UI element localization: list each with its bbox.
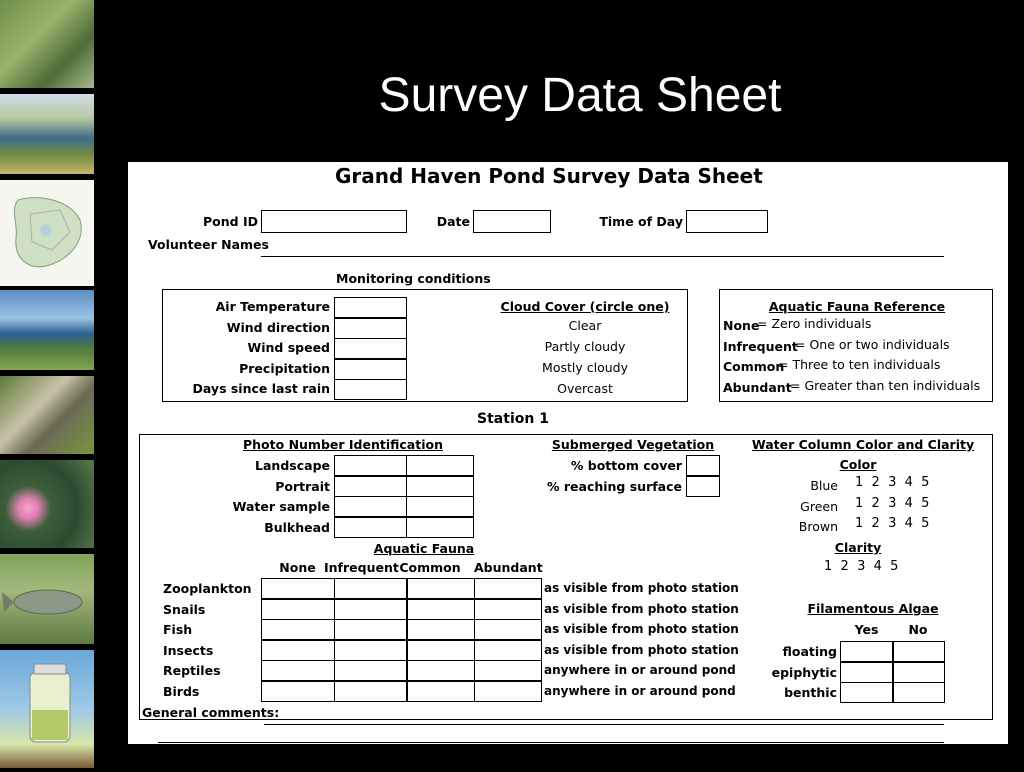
fauna-row-label-4: Reptiles: [163, 663, 221, 678]
time-of-day-label: Time of Day: [599, 214, 683, 229]
clarity-scale[interactable]: 1 2 3 4 5: [824, 559, 899, 574]
reference-term-2: Common: [723, 359, 785, 374]
monitoring-input-4[interactable]: [334, 379, 407, 400]
photo-input-b-0[interactable]: [406, 455, 474, 476]
algae-column-0: Yes: [854, 622, 879, 637]
photo-volunteer: [0, 376, 94, 454]
fauna-cell-0-3[interactable]: [474, 578, 542, 599]
jar-icon: [0, 650, 94, 768]
photo-row-label-2: Water sample: [232, 499, 330, 514]
fauna-cell-5-3[interactable]: [474, 681, 542, 702]
fauna-cell-1-2[interactable]: [406, 599, 475, 620]
general-comments-label: General comments:: [142, 705, 280, 720]
color-scale-1[interactable]: 1 2 3 4 5: [855, 495, 930, 511]
fauna-row-note-2: as visible from photo station: [544, 622, 739, 636]
monitoring-label-4: Days since last rain: [192, 381, 330, 396]
cloud-option-3[interactable]: Overcast: [557, 381, 613, 396]
fauna-column-2: Common: [399, 560, 461, 575]
pond-id-label: Pond ID: [203, 214, 258, 229]
algae-cell-1-1[interactable]: [892, 662, 945, 683]
fauna-cell-4-1[interactable]: [334, 660, 408, 681]
slide-title: Survey Data Sheet: [378, 69, 782, 122]
reference-def-0: = Zero individuals: [757, 316, 872, 331]
color-label-2: Brown: [798, 519, 838, 534]
reference-term-0: None: [723, 318, 760, 333]
fauna-row-note-1: as visible from photo station: [544, 601, 739, 616]
fauna-row-label-2: Fish: [163, 622, 193, 637]
monitoring-input-3[interactable]: [334, 359, 407, 380]
color-heading: Color: [839, 457, 877, 472]
monitoring-input-0[interactable]: [334, 297, 407, 318]
algae-row-label-0: floating: [782, 644, 837, 659]
filamentous-algae-heading: Filamentous Algae: [807, 601, 939, 616]
fauna-row-note-3: as visible from photo station: [544, 642, 739, 657]
monitoring-input-2[interactable]: [334, 338, 407, 359]
color-scale-0[interactable]: 1 2 3 4 5: [855, 475, 930, 490]
fauna-cell-2-0[interactable]: [261, 619, 335, 640]
monitoring-input-1[interactable]: [334, 318, 407, 339]
photo-row-label-1: Portrait: [275, 478, 330, 494]
cloud-option-2[interactable]: Mostly cloudy: [542, 360, 628, 375]
photo-fish: [0, 554, 94, 644]
fauna-cell-0-1[interactable]: [334, 578, 408, 599]
date-input[interactable]: [473, 210, 551, 233]
fauna-row-label-3: Insects: [163, 642, 214, 658]
cloud-option-0[interactable]: Clear: [568, 318, 602, 333]
date-label: Date: [436, 214, 470, 229]
photo-lake-view: [0, 290, 94, 370]
site-map-icon: [0, 180, 94, 286]
aquatic-fauna-heading: Aquatic Fauna: [373, 541, 475, 556]
color-scale-2[interactable]: 1 2 3 4 5: [855, 516, 930, 531]
fish-icon: [0, 554, 94, 644]
fauna-cell-2-3[interactable]: [474, 619, 542, 640]
algae-cell-0-1[interactable]: [892, 641, 945, 662]
color-label-1: Green: [800, 498, 838, 514]
reference-def-3: = Greater than ten individuals: [790, 377, 981, 393]
algae-cell-2-0[interactable]: [840, 682, 894, 703]
color-label-0: Blue: [810, 478, 838, 493]
fauna-cell-3-3[interactable]: [474, 640, 542, 661]
fauna-cell-3-0[interactable]: [261, 640, 335, 661]
fauna-cell-2-1[interactable]: [334, 619, 408, 640]
photo-water-sample: [0, 650, 94, 768]
cloud-option-1[interactable]: Partly cloudy: [544, 339, 626, 354]
fauna-row-label-1: Snails: [163, 601, 206, 617]
algae-row-label-2: benthic: [784, 685, 837, 700]
photo-input-a-2[interactable]: [334, 496, 407, 517]
volunteer-names-line[interactable]: [261, 256, 944, 257]
submerged-input-1[interactable]: [686, 476, 720, 497]
fauna-column-0: None: [279, 560, 316, 575]
survey-data-sheet: [128, 162, 1008, 744]
aquatic-fauna-reference-heading: Aquatic Fauna Reference: [768, 299, 946, 314]
fauna-row-label-5: Birds: [163, 683, 200, 699]
reference-term-1: Infrequent: [723, 338, 798, 354]
monitoring-label-1: Wind direction: [226, 319, 330, 335]
reference-def-1: = One or two individuals: [795, 336, 950, 352]
photo-input-b-3[interactable]: [406, 517, 474, 538]
photo-input-a-1[interactable]: [334, 476, 407, 497]
cloud-cover-heading: Cloud Cover (circle one): [500, 299, 670, 314]
fauna-cell-4-2[interactable]: [406, 660, 475, 681]
water-column-heading: Water Column Color and Clarity: [751, 437, 975, 452]
photo-row-label-3: Bulkhead: [264, 519, 330, 535]
fauna-cell-4-3[interactable]: [474, 660, 542, 681]
photo-id-heading: Photo Number Identification: [243, 437, 443, 452]
fauna-cell-0-2[interactable]: [406, 578, 475, 599]
photo-input-b-2[interactable]: [406, 496, 474, 517]
clarity-heading: Clarity: [834, 540, 882, 555]
fauna-row-note-5: anywhere in or around pond: [544, 683, 736, 698]
fauna-cell-1-3[interactable]: [474, 599, 542, 620]
fauna-row-note-0: as visible from photo station: [544, 581, 739, 595]
submerged-row-label-0: % bottom cover: [570, 458, 682, 473]
fauna-cell-3-1[interactable]: [334, 640, 408, 661]
general-comments-line-1[interactable]: [264, 724, 944, 725]
submerged-vegetation-heading: Submerged Vegetation: [551, 437, 715, 452]
fauna-cell-0-0[interactable]: [261, 578, 335, 599]
photo-input-a-0[interactable]: [334, 455, 407, 476]
fauna-column-3: Abundant: [474, 560, 543, 575]
algae-cell-2-1[interactable]: [892, 682, 945, 703]
fauna-cell-5-0[interactable]: [261, 681, 335, 702]
algae-cell-0-0[interactable]: [840, 641, 894, 662]
fauna-cell-5-1[interactable]: [334, 681, 408, 702]
photo-input-a-3[interactable]: [334, 517, 407, 538]
monitoring-label-2: Wind speed: [247, 340, 330, 355]
fauna-cell-1-0[interactable]: [261, 599, 335, 620]
volunteer-names-label: Volunteer Names: [148, 237, 269, 252]
algae-cell-1-0[interactable]: [840, 662, 894, 683]
photo-row-label-0: Landscape: [255, 458, 330, 473]
fauna-cell-1-1[interactable]: [334, 599, 408, 620]
sheet-title: Grand Haven Pond Survey Data Sheet: [335, 164, 763, 188]
fauna-cell-5-2[interactable]: [406, 681, 475, 702]
pond-id-input[interactable]: [261, 210, 407, 233]
submerged-row-label-1: % reaching surface: [546, 479, 682, 494]
photo-algae-pond: [0, 0, 94, 88]
fauna-row-note-4: anywhere in or around pond: [544, 663, 736, 677]
fauna-cell-4-0[interactable]: [261, 660, 335, 681]
monitoring-conditions-heading: Monitoring conditions: [336, 271, 491, 286]
photo-water-lily: [0, 460, 94, 548]
time-of-day-input[interactable]: [686, 210, 768, 233]
reference-def-2: = Three to ten individuals: [778, 357, 941, 372]
monitoring-label-0: Air Temperature: [215, 299, 330, 314]
fauna-row-label-0: Zooplankton: [163, 581, 252, 596]
algae-row-label-1: epiphytic: [771, 664, 837, 680]
monitoring-label-3: Precipitation: [239, 360, 330, 376]
station-heading: Station 1: [477, 411, 549, 427]
fauna-column-1: Infrequent: [324, 560, 399, 575]
photo-site-map: [0, 180, 94, 286]
reference-term-3: Abundant: [723, 379, 792, 395]
fauna-cell-3-2[interactable]: [406, 640, 475, 661]
photo-input-b-1[interactable]: [406, 476, 474, 497]
general-comments-line-2[interactable]: [158, 742, 944, 743]
submerged-input-0[interactable]: [686, 455, 720, 476]
photo-pond-houses: [0, 94, 94, 174]
fauna-cell-2-2[interactable]: [406, 619, 475, 640]
algae-column-1: No: [908, 622, 928, 637]
